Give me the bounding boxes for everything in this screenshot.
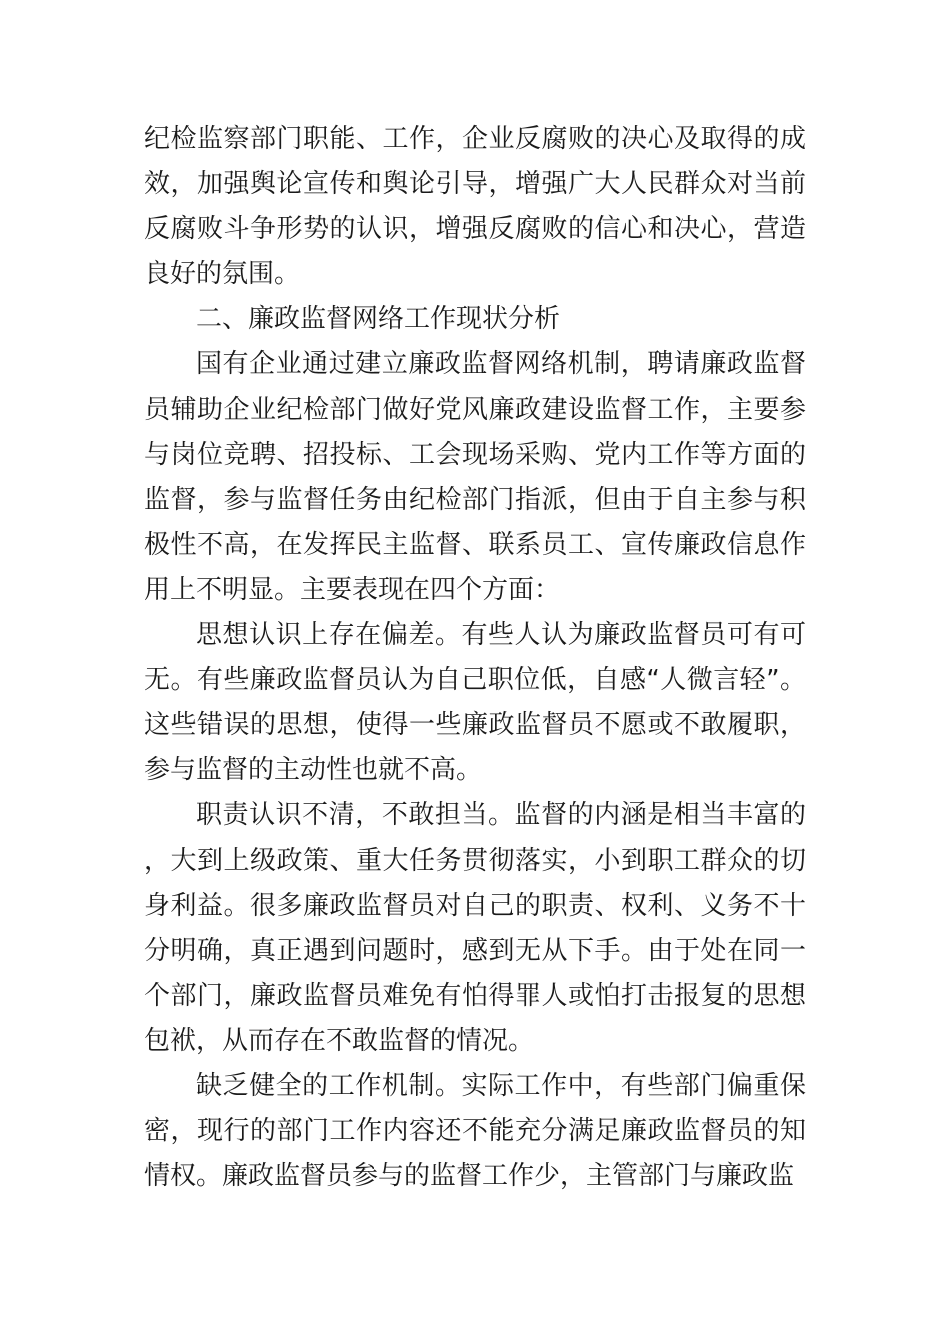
paragraph-4: 职责认识不清，不敢担当。监督的内涵是相当丰富的，大到上级政策、重大任务贯彻落实，小到职工群众的切身利益。很多廉政监督员对自己的职责、权利、义务不十分明确，真正遇到问题时，感到无从下手。由于处在同一个部门，廉政监督员难免有怕得罪人或怕打击报复的思想包袱，从而存在不敢监督的情况。 [144,800,806,1056]
paragraph-2: 国有企业通过建立廉政监督网络机制，聘请廉政监督员辅助企业纪检部门做好党风廉政建设监督工作，主要参与岗位竞聘、招投标、工会现场采购、党内工作等方面的监督，参与监督任务由纪检部门指派，但由于自主参与积极性不高，在发挥民主监督、联系员工、宣传廉政信息作用上不明显。主要表现在四个方面： [144,349,806,605]
paragraph-5: 缺乏健全的工作机制。实际工作中，有些部门偏重保密，现行的部门工作内容还不能充分满足廉政监督员的知情权。廉政监督员参与的监督工作少，主管部门与廉政监 [144,1070,806,1192]
section-heading: 二、廉政监督网络工作现状分析 [196,304,561,335]
paragraph-1: 纪检监察部门职能、工作，企业反腐败的决心及取得的成效，加强舆论宣传和舆论引导，增强广大人民群众对当前反腐败斗争形势的认识，增强反腐败的信心和决心，营造良好的氛围。 [144,124,806,290]
paragraph-3: 思想认识上存在偏差。有些人认为廉政监督员可有可无。有些廉政监督员认为自己职位低，自感“人微言轻”。这些错误的思想，使得一些廉政监督员不愿或不敢履职，参与监督的主动性也就不高。 [144,620,806,786]
document-body [144,117,806,1199]
